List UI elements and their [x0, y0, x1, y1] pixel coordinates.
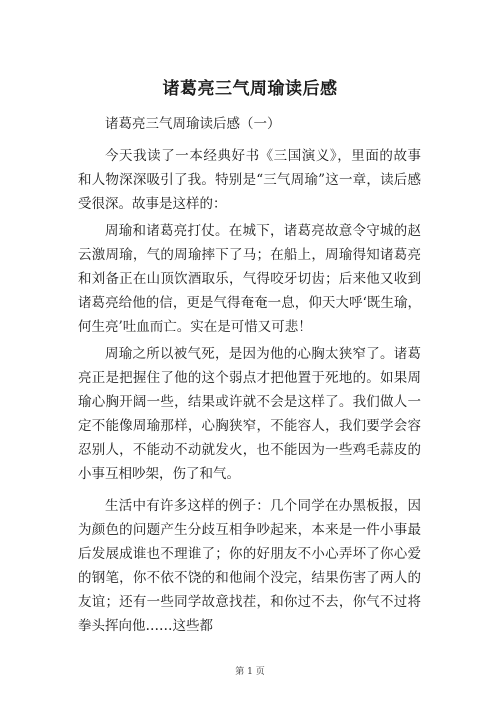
- document-title: 诸葛亮三气周瑜读后感: [162, 79, 338, 99]
- document-body: [78, 112, 421, 638]
- paragraph-story: 周瑜和诸葛亮打仗。在城下，诸葛亮故意令守城的赵云激周瑜，气的周瑜摔下了马；在船上，周瑜得知诸葛亮和刘备正在山顶饮酒取乐，气得咬牙切齿；后来他又收到诸葛亮给他的信，更是气得奄奄一息，仰天大呼‘既生瑜，何生亮’吐血而亡。实在是可惜又可悲！: [78, 223, 421, 335]
- paragraph-intro: 今天我读了一本经典好书《三国演义》，里面的故事和人物深深吸引了我。特别是“三气周瑜”这一章，读后感受很深。故事是这样的：: [78, 148, 421, 212]
- document-subtitle: 诸葛亮三气周瑜读后感（一）: [105, 116, 281, 132]
- page-number: 第 1 页: [235, 667, 265, 677]
- paragraph-examples: 生活中有许多这样的例子：几个同学在办黑板报，因为颜色的问题产生分歧互相争吵起来，本来是一件小事最后发展成谁也不理谁了；你的好朋友不小心弄坏了你心爱的钢笔，你不依不饶的和他闹个没完，结果伤害了两人的友谊；还有一些同学故意找茬，和你过不去，你气不过将拳头挥向他……这些都: [78, 498, 421, 634]
- paragraph-analysis: 周瑜之所以被气死，是因为他的心胸太狭窄了。诸葛亮正是把握住了他的这个弱点才把他置于死地的。如果周瑜心胸开阔一些，结果或许就不会是这样了。我们做人一定不能像周瑜那样，心胸狭窄，不能容人，我们要学会容忍别人，不能动不动就发火，也不能因为一些鸡毛蒜皮的小事互相吵架，伤了和气。: [78, 346, 421, 482]
